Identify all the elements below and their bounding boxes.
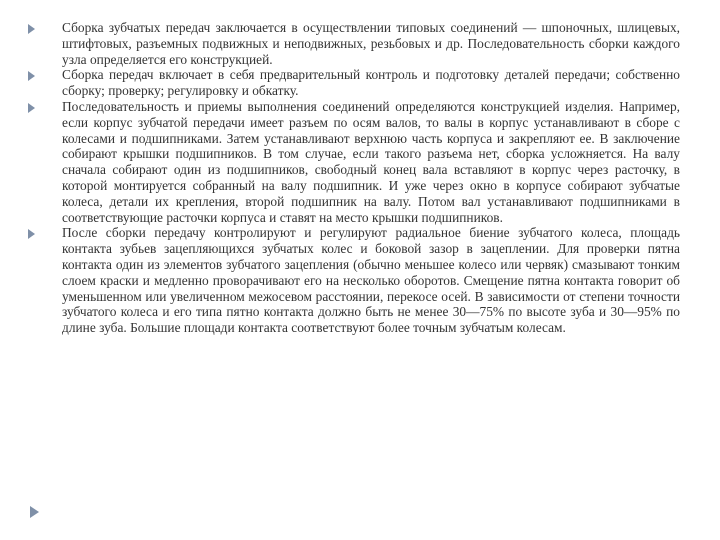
bullet-item	[28, 20, 680, 67]
bullet-item	[28, 99, 680, 225]
bullet-text: Сборка передач включает в себя предварительный контроль и подготовку деталей передачи; собственно сборку; проверку; регулировку и обкатку.	[62, 67, 680, 99]
triangle-right-icon	[28, 103, 35, 113]
triangle-right-icon	[28, 229, 35, 239]
triangle-right-icon	[28, 71, 35, 81]
bullet-item	[28, 67, 680, 99]
bullet-item	[28, 225, 680, 336]
triangle-right-icon	[28, 24, 35, 34]
bullet-text: Последовательность и приемы выполнения соединений определяются конструкцией изделия. Например, если корпус зубчатой передачи имеет разъем по осям валов, то валы в корпус устанавливают в сборе с колесами и подшипниками. Затем устанавливают верхнюю часть корпуса и закрепляют ее. В заключение собирают крышки подшипников. В том случае, если такого разъема нет, сборка усложняется. На валу сначала собирают один из подшипников, свободный конец вала вставляют в корпус через расточку, в которой монтируется собранный на валу подшипник. И уже через окно в корпусе собирают зубчатые колеса, детали их крепления, второй подшипник на валу. Потом вал устанавливают подшипниками в соответствующие расточки корпуса и ставят на место крышки подшипников.	[62, 98, 680, 225]
next-slide-arrow-icon[interactable]	[30, 506, 39, 518]
bullet-text: Сборка зубчатых передач заключается в осуществлении типовых соединений — шпоночных, шлицевых, штифтовых, разъемных подвижных и неподвижных, резьбовых и др. Последовательность сборки каждого узла определяется его конструкцией.	[62, 20, 680, 67]
bullet-text: После сборки передачу контролируют и регулируют радиальное биение зубчатого колеса, площадь контакта зубьев зацепляющихся зубчатых колес и боковой зазор в зацеплении. Для проверки пятна контакта один из элементов зубчатого зацепления (обычно меньшее колесо или червяк) смазывают тонким слоем краски и медленно проворачивают его на несколько оборотов. Смещение пятна контакта говорит об уменьшенном или увеличенном межосевом расстоянии, перекосе осей. В зависимости от степени точности зубчатого колеса и его типа пятно контакта должно быть не менее 30—75% по высоте зуба и 30—95% по длине зуба. Большие площади контакта соответствуют более точным зубчатым колесам.	[62, 225, 680, 336]
slide-content	[28, 20, 680, 336]
